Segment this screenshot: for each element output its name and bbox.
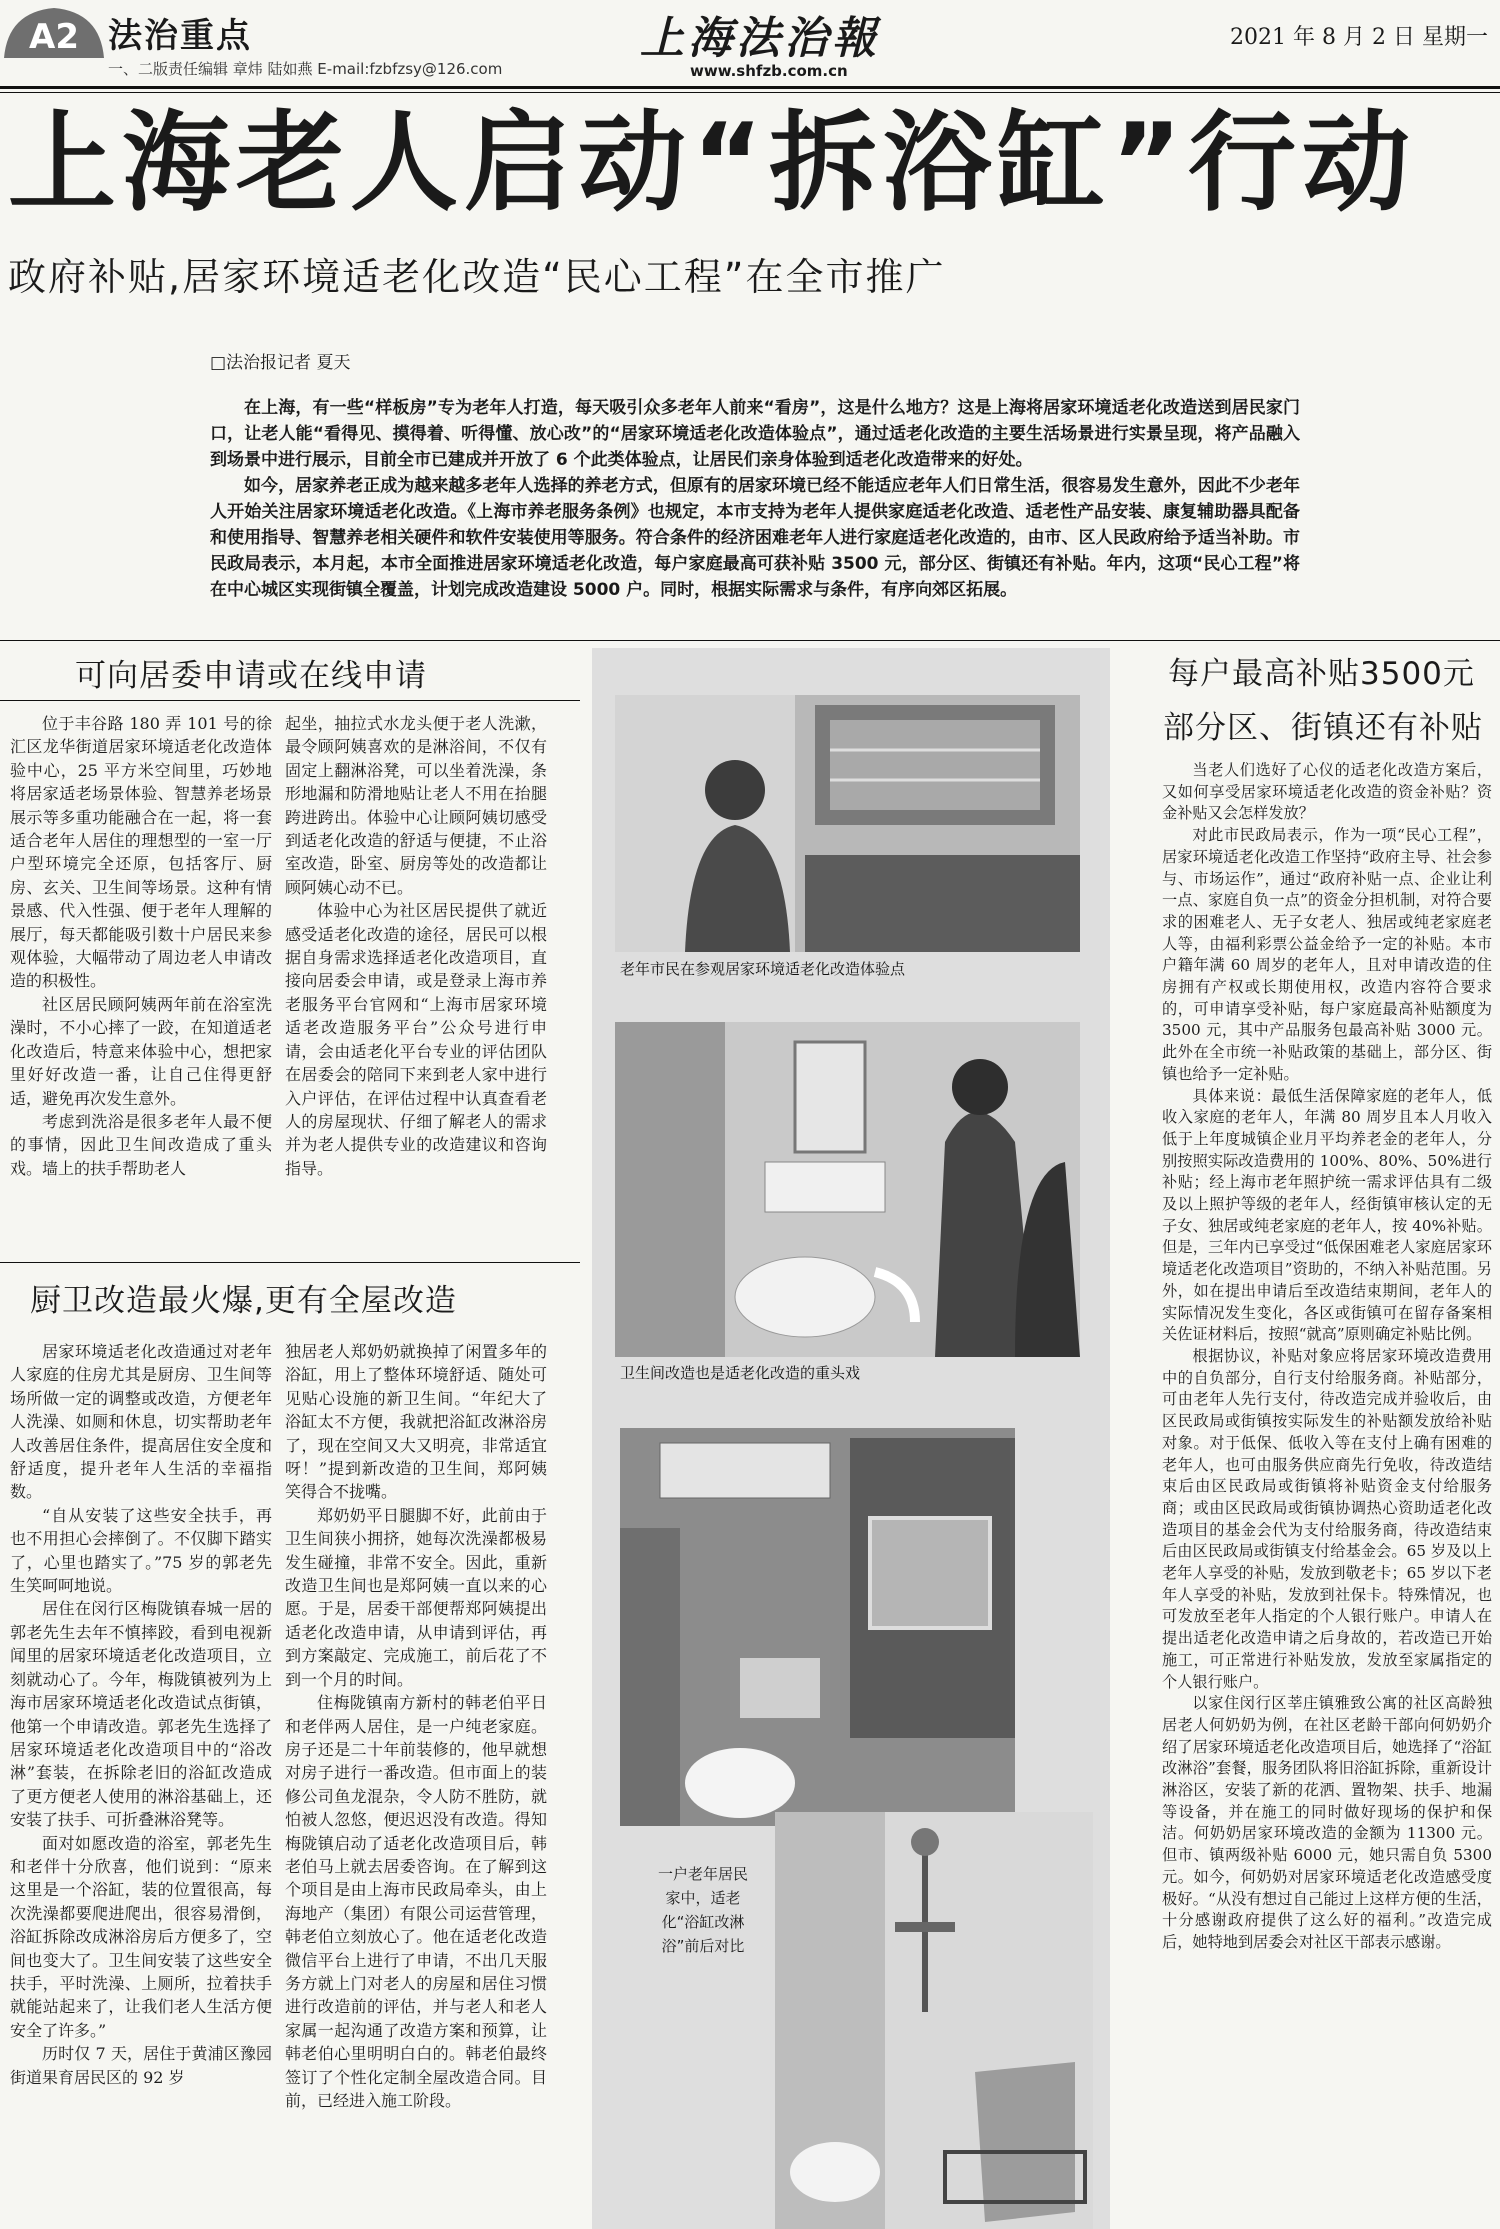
photo-bathroom-renovation	[615, 1022, 1080, 1357]
lead-paragraph: 如今，居家养老正成为越来越多老年人选择的养老方式，但原有的居家环境已经不能适应老年人们日常生活，很容易发生意外，因此不少老年人开始关注居家环境适老化改造。《上海市养老服务条例》也规定，本市支持为老年人提供家庭适老化改造、适老性产品安装、康复辅助器具配备和使用指导、智慧养老相关硬件和软件安装使用等服务。符合条件的经济困难老年人进行家庭适老化改造的，由市、区人民政府给予适当补助。市民政局表示，本月起，本市全面推进居家环境适老化改造，每户家庭最高可获补贴 3500 元，部分区、街镇还有补贴。年内，这项“民心工程”将在中心城区实现街镇全覆盖，计划完成改造建设 5000 户。同时，根据实际需求与条件，有序向郊区拓展。	[210, 476, 1300, 600]
photo-caption-vertical: 一户老年居民家中，适老化“浴缸改淋浴”前后对比	[658, 1865, 749, 1955]
paragraph: 位于丰谷路 180 弄 101 号的徐汇区龙华街道居家环境适老化改造体验中心，25 平方米空间里，巧妙地将居家适老场景体验、智慧养老场景展示等多重功能融合在一起，将一套适合老年人居住的理想型的一室一厅户型环境完全还原，包括客厅、厨房、玄关、卫生间等场景。这种有情景感、代入性强、便于老年人理解的展厅，每天都能吸引数十户居民来参观体验，大幅带动了周边老人申请改造的积极性。	[10, 714, 272, 991]
article-column	[285, 1340, 547, 2112]
paragraph: 居住在闵行区梅陇镇春城一居的郭老先生去年不慎摔跤，看到电视新闻里的居家环境适老化改造项目，立刻就动心了。今年，梅陇镇被列为上海市居家环境适老化改造试点街镇，他第一个申请改造。郭老先生选择了居家环境适老化改造项目中的“浴改淋”套装，在拆除老旧的浴缸改造成了更方便老人使用的淋浴基础上，还安装了扶手、可折叠淋浴凳等。	[10, 1599, 272, 1830]
paragraph: 面对如愿改造的浴室，郭老先生和老伴十分欣喜，他们说到：“原来这里是一个浴缸，装的位置很高，每次洗澡都要爬进爬出，很容易滑倒，浴缸拆除改成淋浴房后方便多了，空间也变大了。卫生间安装了这些安全扶手，平时洗澡、上厕所，拉着扶手就能站起来了，让我们老人生活方便安全了许多。”	[10, 1833, 272, 2040]
article-column	[1162, 760, 1492, 1954]
article-column	[285, 712, 547, 1180]
paragraph: 以家住闵行区莘庄镇雅致公寓的社区高龄独居老人何奶奶为例，在社区老龄干部向何奶奶介绍了居家环境适老化改造项目后，她选择了“浴缸改淋浴”套餐，服务团队将旧浴缸拆除，重新设计淋浴区，安装了新的花洒、置物架、扶手、地漏等设备，并在施工的同时做好现场的保护和保洁。何奶奶居家环境改造的金额为 11300 元。但市、镇两级补贴 6000 元，她只需自负 5300 元。如今，何奶奶对居家环境适老化改造感受度极好。“从没有想过自己能过上这样方便的生活，十分感谢政府提供了这么好的福利。”改造完成后，她特地到居委会对社区干部表示感谢。	[1162, 1694, 1492, 1951]
article-column	[10, 712, 272, 1180]
section-heading-subsidy-line2: 部分区、街镇还有补贴	[1163, 710, 1483, 746]
paragraph: 历时仅 7 天，居住于黄浦区豫园街道果育居民区的 92 岁	[10, 2044, 272, 2087]
article-column	[10, 1340, 272, 2089]
paragraph: 郑奶奶平日腿脚不好，此前由于卫生间狭小拥挤，她每次洗澡都极易发生碰撞，非常不安全。因此，重新改造卫生间也是郑阿姨一直以来的心愿。于是，居委干部便帮郑阿姨提出适老化改造申请，从申请到评估，再到方案敲定、完成施工，前后花了不到一个月的时间。	[285, 1505, 547, 1689]
byline: □法治报记者 夏天	[210, 353, 351, 373]
section-rule	[0, 700, 580, 701]
masthead-url: www.shfzb.com.cn	[690, 62, 848, 80]
paragraph: 当老人们选好了心仪的适老化改造方案后，又如何享受居家环境适老化改造的资金补贴？资金补贴又会怎样发放？	[1162, 761, 1492, 823]
publication-date: 2021 年 8 月 2 日 星期一	[1230, 25, 1488, 50]
photo-before-renovation	[620, 1428, 1015, 1826]
header-rule	[0, 86, 1500, 89]
paragraph: 居家环境适老化改造通过对老年人家庭的住房尤其是厨房、卫生间等场所做一定的调整或改造，方便老年人洗澡、如厕和休息，切实帮助老年人改善居住条件，提高居住安全度和舒适度，提升老年人生活的幸福指数。	[10, 1342, 272, 1502]
header-rule-thin	[0, 92, 1500, 93]
editors-line: 一、二版责任编辑 章炜 陆如燕 E-mail:fzbfzsy@126.com	[108, 60, 503, 78]
page-number: A2	[29, 17, 79, 57]
subheadline: 政府补贴,居家环境适老化改造“民心工程”在全市推广	[8, 255, 946, 299]
lead-paragraphs	[210, 395, 1300, 603]
section-rule	[0, 1262, 580, 1263]
paragraph: 起坐，抽拉式水龙头便于老人洗漱，最令顾阿姨喜欢的是淋浴间，不仅有固定上翻淋浴凳，可以坐着洗澡，条形地漏和防滑地贴让老人不用在抬腿跨进跨出。体验中心让顾阿姨切感受到适老化改造的舒适与便捷，不止浴室改造，卧室、厨房等处的改造都让顾阿姨心动不已。	[285, 714, 547, 897]
paragraph: “自从安装了这些安全扶手，再也不用担心会摔倒了。不仅脚下踏实了，心里也踏实了。”75 岁的郭老先生笑呵呵地说。	[10, 1505, 272, 1596]
section-title: 法治重点	[108, 16, 252, 56]
paragraph: 体验中心为社区居民提供了就近感受适老化改造的途径，居民可以根据自身需求选择适老化改造项目，直接向居委会申请，或是登录上海市养老服务平台官网和“上海市居家环境适老改造服务平台”公众号进行申请，会由适老化平台专业的评估团队在居委会的陪同下来到老人家中进行入户评估，在评估过程中认真查看老人的房屋现状、仔细了解老人的需求并为老人提供专业的改造建议和咨询指导。	[285, 901, 547, 1178]
paragraph: 考虑到洗浴是很多老年人最不便的事情，因此卫生间改造成了重头戏。墙上的扶手帮助老人	[10, 1111, 272, 1178]
photo-after-renovation	[775, 1812, 1093, 2229]
paragraph: 具体来说：最低生活保障家庭的老年人，低收入家庭的老年人，年满 80 周岁且本人月收入低于上年度城镇企业月平均养老金的老年人，分别按照实际改造费用的 100%、80%、50%进行补贴；经上海市老年照护统一需求评估具有二级及以上照护等级的老年人，经街镇审核认定的无子女、独居或纯老家庭的老年人，按 40%补贴。但是，三年内已享受过“低保困难老人家庭居家环境适老化改造项目”资助的，不纳入补贴范围。另外，如在提出申请后至改造结束期间，老年人的实际情况发生变化，各区或街镇可在留存备案相关佐证材料后，按照“就高”原则确定补贴比例。	[1162, 1086, 1492, 1344]
photo-experience-center	[615, 695, 1080, 952]
paragraph: 对此市民政局表示，作为一项“民心工程”，居家环境适老化改造工作坚持“政府主导、社会参与、市场运作”，通过“政府补贴一点、企业让利一点、家庭自负一点”的资金分担机制，对符合要求的困难老人、无子女老人、独居或纯老家庭老人等，由福利彩票公益金给予一定的补贴。本市户籍年满 60 周岁的老年人，且对申请改造的住房拥有产权或长期使用权，改造内容符合要求的，可申请享受补贴，每户家庭最高补贴额度为 3500 元，其中产品服务包最高补贴 3000 元。此外在全市统一补贴政策的基础上，部分区、街镇也给予一定补贴。	[1162, 826, 1492, 1083]
section-heading-subsidy-line1: 每户最高补贴3500元	[1168, 656, 1475, 692]
photo-caption: 卫生间改造也是适老化改造的重头戏	[620, 1364, 861, 1382]
paragraph: 独居老人郑奶奶就换掉了闲置多年的浴缸，用上了整体环境舒适、随处可见贴心设施的新卫生间。“年纪大了浴缸太不方便，我就把浴缸改淋浴房了，现在空间又大又明亮，非常适宜呀！”提到新改造的卫生间，郑阿姨笑得合不拢嘴。	[285, 1342, 547, 1502]
section-heading-kitchen-bath: 厨卫改造最火爆,更有全屋改造	[30, 1283, 457, 1319]
lead-divider	[0, 640, 1500, 641]
page-number-badge	[0, 0, 108, 62]
section-heading-apply: 可向居委申请或在线申请	[75, 658, 427, 694]
headline: 上海老人启动“拆浴缸”行动	[8, 101, 1416, 226]
photo-caption: 老年市民在参观居家环境适老化改造体验点	[620, 960, 906, 978]
lead-paragraph: 在上海，有一些“样板房”专为老年人打造，每天吸引众多老年人前来“看房”，这是什么地方？这是上海将居家环境适老化改造送到居民家门口，让老人能“看得见、摸得着、听得懂、放心改”的“居家环境适老化改造体验点”，通过适老化改造的主要生活场景进行实景呈现，将产品融入到场景中进行展示，目前全市已建成并开放了 6 个此类体验点，让居民们亲身体验到适老化改造带来的好处。	[210, 398, 1300, 470]
paragraph: 社区居民顾阿姨两年前在浴室洗澡时，不小心摔了一跤，在知道适老化改造后，特意来体验中心，想把家里好好改造一番，让自己住得更舒适，避免再次发生意外。	[10, 994, 272, 1108]
paragraph: 根据协议，补贴对象应将居家环境改造费用中的自负部分，自行支付给服务商。补贴部分，可由老年人先行支付，待改造完成并验收后，由区民政局或街镇按实际发生的补贴额发放给补贴对象。对于低保、低收入等在支付上确有困难的老年人，也可由服务供应商先行免收，待改造结束后由区民政局或街镇将补贴资金支付给服务商；或由区民政局或街镇协调热心资助适老化改造项目的基金会代为支付给服务商，待改造结束后由区民政局或街镇支付给基金会。65 岁及以上老年人享受的补贴，发放到敬老卡；65 岁以下老年人享受的补贴，发放到社保卡。特殊情况，也可发放至老年人指定的个人银行账户。申请人在提出适老化改造申请之后身故的，若改造已开始施工，可正常进行补贴发放，发放至家属指定的个人银行账户。	[1162, 1346, 1492, 1691]
newspaper-masthead: 上海法治報	[640, 13, 880, 64]
paragraph: 住梅陇镇南方新村的韩老伯平日和老伴两人居住，是一户纯老家庭。房子还是二十年前装修的，他早就想对房子进行一番改造。但市面上的装修公司鱼龙混杂，令人防不胜防，就怕被人忽悠，便迟迟没有改造。得知梅陇镇启动了适老化改造项目后，韩老伯马上就去居委咨询。在了解到这个项目是由上海市民政局牵头，由上海地产（集团）有限公司运营管理，韩老伯立刻放心了。他在适老化改造微信平台上进行了申请，不出几天服务方就上门对老人的房屋和居住习惯进行改造前的评估，并与老人和老人家属一起沟通了改造方案和预算，让韩老伯心里明明白白的。韩老伯最终签订了个性化定制全屋改造合同。目前，已经进入施工阶段。	[285, 1693, 547, 2110]
